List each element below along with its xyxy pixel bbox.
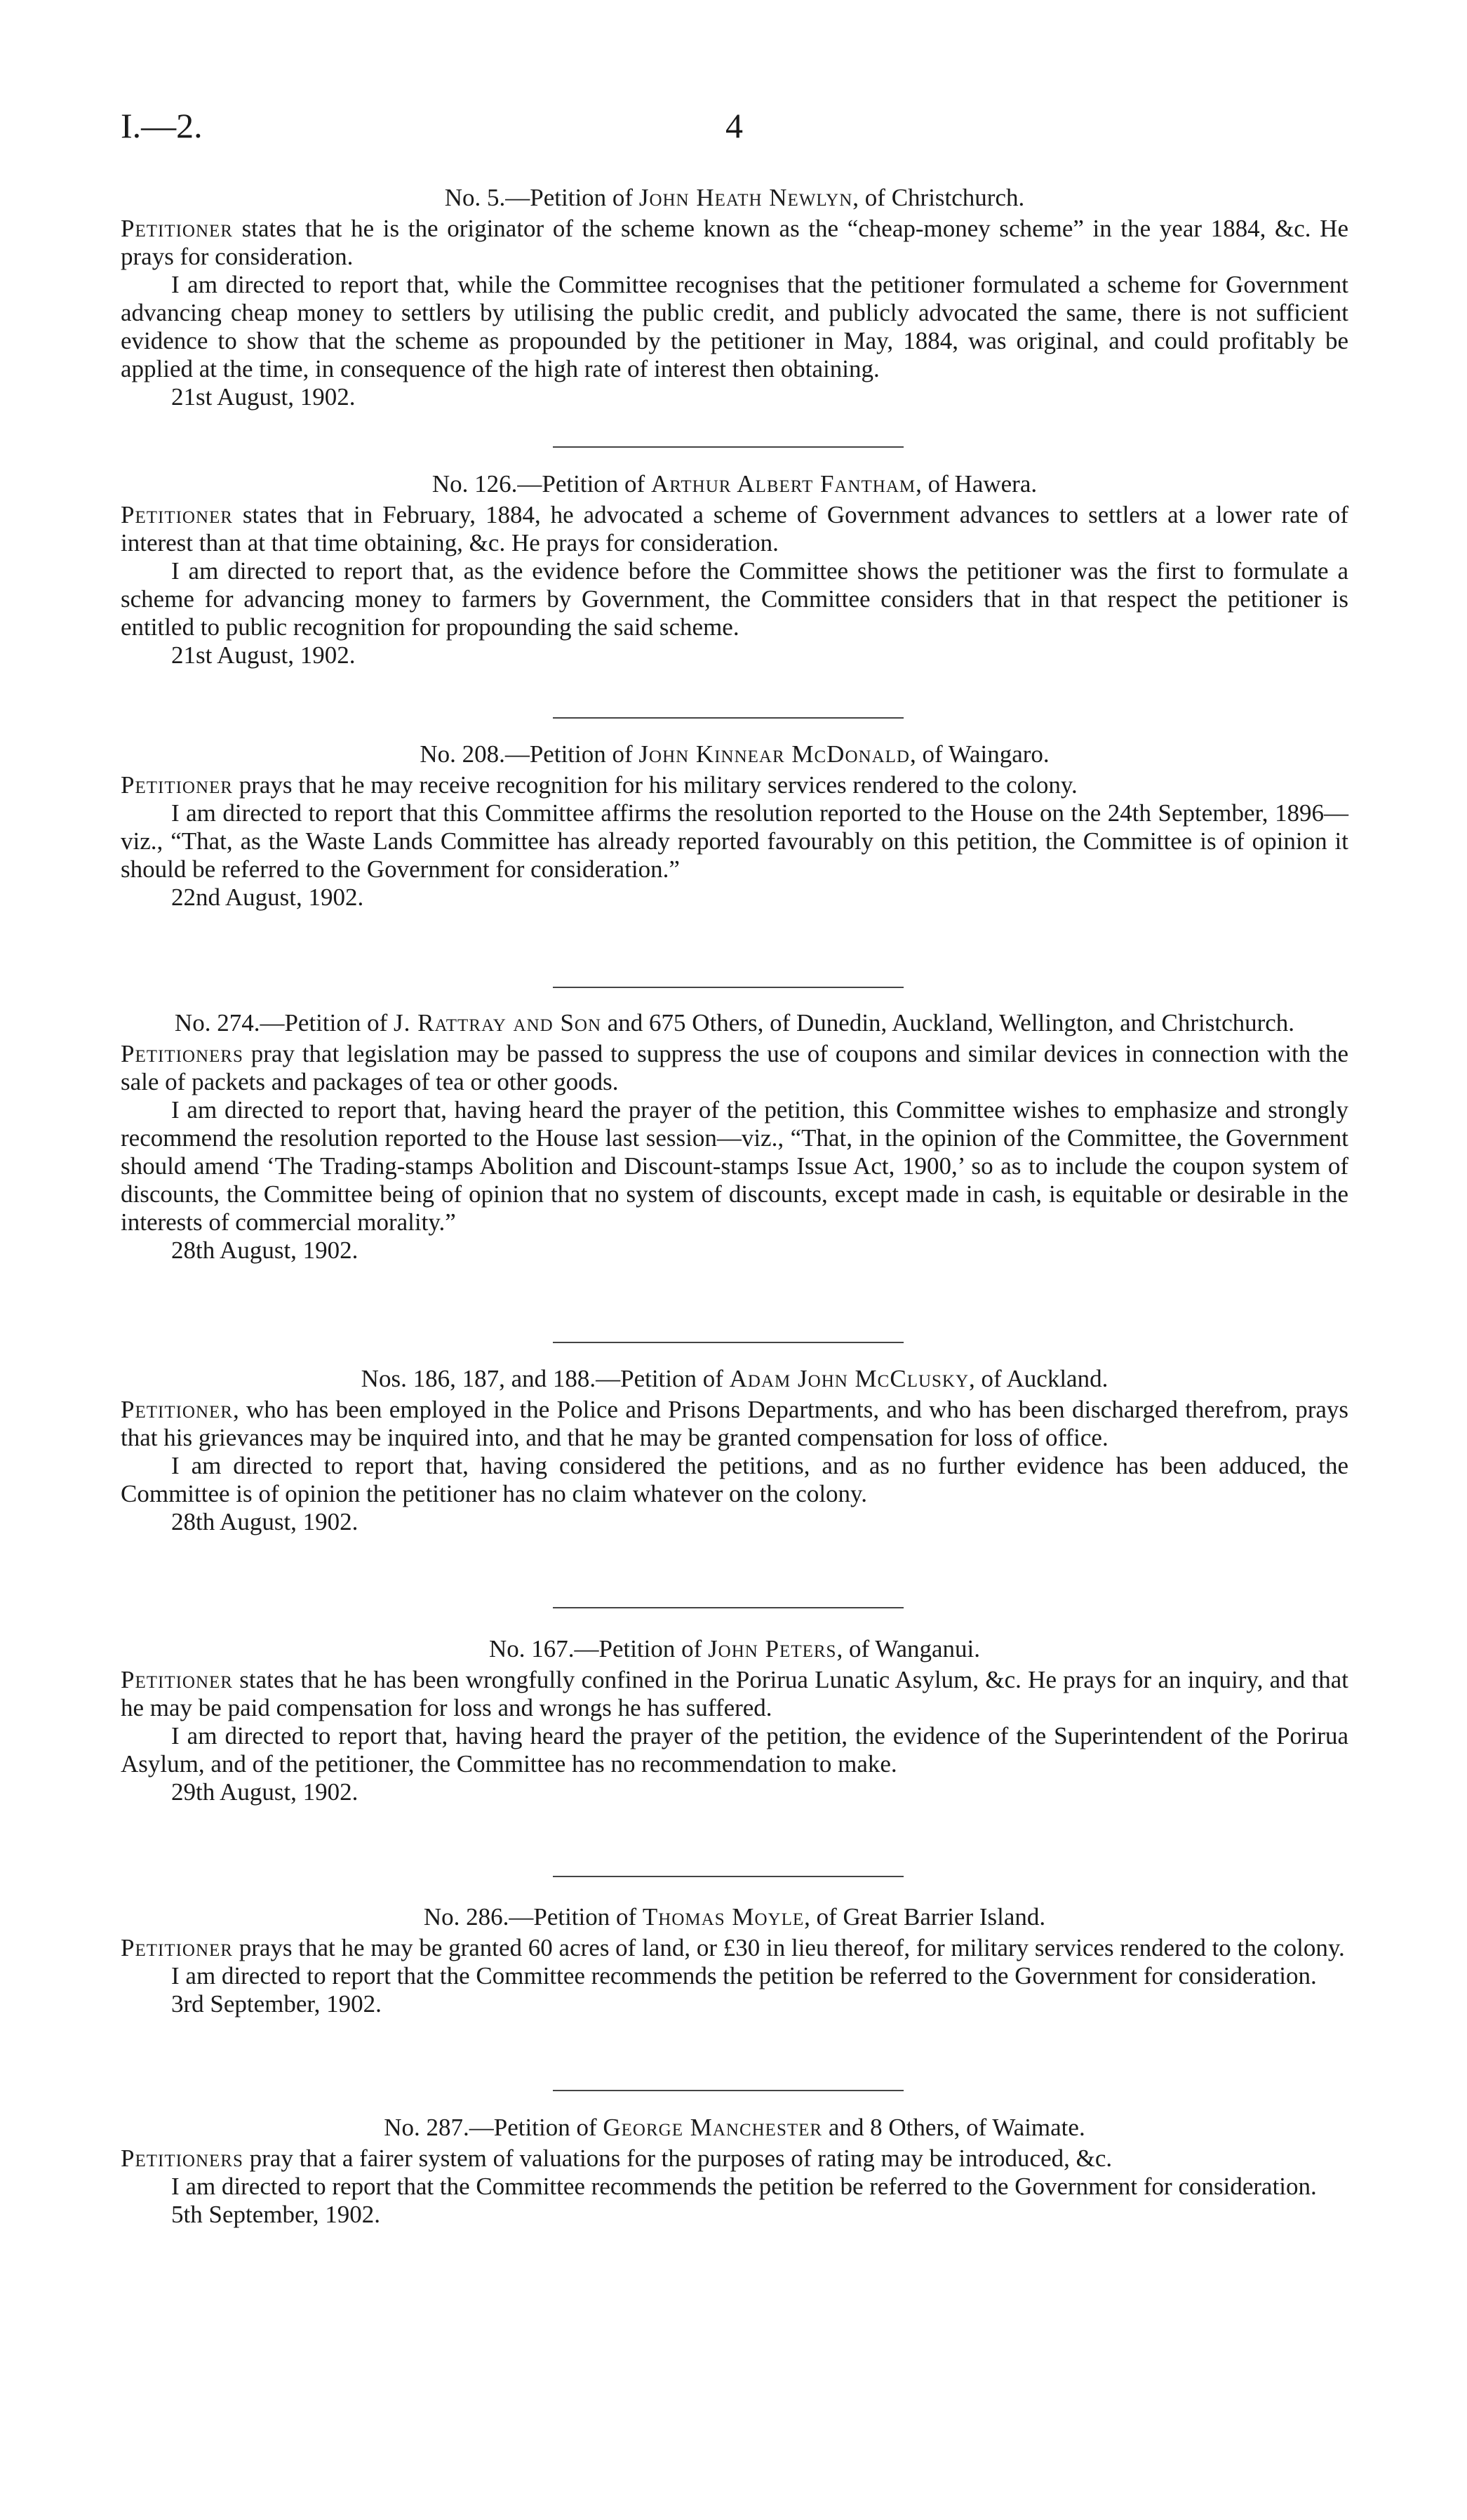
report-date: 3rd September, 1902. (171, 1990, 382, 2018)
committee-report: I am directed to report that, having heard the prayer of the petition, this Committee wishes to emphasize and strongly recommend the resolution reported to the House last session—viz., “That, in the opinion of the Committee, the Government should amend ‘The Trading-stamps Abolition and Discount-stamps Issue Act, 1900,’ so as to include the coupon system of discounts, the Committee being of opinion that no system of discounts, except made in cash, is equitable or desirable in the interests of commercial morality.” (121, 1096, 1348, 1236)
petition-summary: Petitioner states that in February, 1884, he advocated a scheme of Government advances to settlers at a lower rate of interest than at that time obtaining, &c. He prays for consideration. (121, 501, 1348, 556)
section-divider (553, 2090, 904, 2091)
page-header (121, 105, 1348, 147)
petition-entry (121, 470, 1348, 669)
report-date: 29th August, 1902. (171, 1778, 359, 1806)
petitioner-name: John Heath Newlyn (638, 184, 853, 211)
document-reference: I.—2. (121, 106, 203, 145)
petition-entry (121, 1903, 1348, 2018)
petitioner-name: John Kinnear McDonald (638, 740, 910, 768)
petition-entry (121, 1365, 1348, 1536)
committee-report: I am directed to report that, having considered the petitions, and as no further evidence has been adduced, the Committee is of opinion the petitioner has no claim whatever on the colony. (121, 1452, 1348, 1507)
section-divider (553, 717, 904, 719)
petition-summary: Petitioner, who has been employed in the Police and Prisons Departments, and who has been discharged therefrom, prays that his grievances may be inquired into, and that he may be granted compensation for loss of office. (121, 1396, 1348, 1451)
report-date: 21st August, 1902. (171, 383, 356, 411)
petition-summary: Petitioners pray that legislation may be passed to suppress the use of coupons and similar devices in connection with the sale of packets and packages of tea or other goods. (121, 1040, 1348, 1095)
petition-title: No. 208.—Petition of John Kinnear McDonald, of Waingaro. (420, 740, 1050, 768)
petition-summary: Petitioner prays that he may receive recognition for his military services rendered to the colony. (121, 771, 1078, 799)
section-divider (553, 1342, 904, 1343)
petition-entry (121, 1009, 1348, 1265)
petition-title: No. 287.—Petition of George Manchester and 8 Others, of Waimate. (384, 2114, 1085, 2141)
report-date: 5th September, 1902. (171, 2201, 380, 2228)
section-divider (553, 1607, 904, 1608)
petitioner-name: Arthur Albert Fantham (650, 470, 916, 498)
petition-title: No. 5.—Petition of John Heath Newlyn, of Christchurch. (444, 184, 1025, 211)
report-date: 22nd August, 1902. (171, 884, 364, 911)
committee-report: I am directed to report that, while the Committee recognises that the petitioner formulated a scheme for Government advancing cheap money to settlers by utilising the public credit, and publicly advocated the same, there is not sufficient evidence to show that the scheme as propounded by the petitioner in May, 1884, was original, and could profitably be applied at the time, in consequence of the high rate of interest then obtaining. (121, 271, 1348, 382)
committee-report: I am directed to report that this Committee affirms the resolution reported to the House on the 24th September, 1896—viz., “That, as the Waste Lands Committee has already reported favourably on this petition, the Committee is of opinion it should be referred to the Government for consideration.” (121, 799, 1348, 883)
committee-report: I am directed to report that, having heard the prayer of the petition, the evidence of the Superintendent of the Porirua Asylum, and of the petitioner, the Committee has no recommendation to make. (121, 1722, 1348, 1778)
petitioner-name: Thomas Moyle (642, 1903, 805, 1931)
section-divider (553, 987, 904, 988)
section-divider (553, 1876, 904, 1877)
petition-summary: Petitioner prays that he may be granted 60 acres of land, or £30 in lieu thereof, for military services rendered to the colony. (121, 1934, 1345, 1961)
committee-report: I am directed to report that the Committee recommends the petition be referred to the Government for consideration. (171, 2173, 1317, 2200)
report-date: 28th August, 1902. (171, 1236, 359, 1264)
committee-report: I am directed to report that the Committee recommends the petition be referred to the Government for consideration. (171, 1962, 1317, 1989)
report-date: 21st August, 1902. (171, 641, 356, 669)
petition-title: No. 286.—Petition of Thomas Moyle, of Great Barrier Island. (423, 1903, 1046, 1931)
petition-entry (121, 740, 1348, 912)
petitioner-name: John Peters (708, 1635, 837, 1662)
page-number: 4 (725, 106, 743, 145)
petitioner-name: Adam John McClusky (729, 1365, 970, 1392)
report-date: 28th August, 1902. (171, 1508, 359, 1535)
petition-entry (121, 2114, 1348, 2229)
petition-title: No. 274.—Petition of J. Rattray and Son and 675 Others, of Dunedin, Auckland, Wellington, and Christchurch. (174, 1009, 1295, 1036)
petition-title: Nos. 186, 187, and 188.—Petition of Adam John McClusky, of Auckland. (361, 1365, 1108, 1392)
petition-entry (121, 184, 1348, 411)
petition-summary: Petitioners pray that a fairer system of valuations for the purposes of rating may be introduced, &c. (121, 2145, 1113, 2172)
section-divider (553, 446, 904, 448)
petitioner-name: George Manchester (603, 2114, 823, 2141)
petition-summary: Petitioner states that he has been wrongfully confined in the Porirua Lunatic Asylum, &c. He prays for an inquiry, and that he may be paid compensation for loss and wrongs he has suffered. (121, 1666, 1348, 1721)
petition-title: No. 126.—Petition of Arthur Albert Fantham, of Hawera. (431, 470, 1038, 498)
petition-summary: Petitioner states that he is the originator of the scheme known as the “cheap-money scheme” in the year 1884, &c. He prays for consideration. (121, 215, 1348, 270)
petition-title: No. 167.—Petition of John Peters, of Wanganui. (488, 1635, 981, 1662)
committee-report: I am directed to report that, as the evidence before the Committee shows the petitioner was the first to formulate a scheme for advancing money to farmers by Government, the Committee considers that in that respect the petitioner is entitled to public recognition for propounding the said scheme. (121, 557, 1348, 641)
petitioner-name: J. Rattray and Son (394, 1009, 602, 1036)
petition-entry (121, 1635, 1348, 1806)
